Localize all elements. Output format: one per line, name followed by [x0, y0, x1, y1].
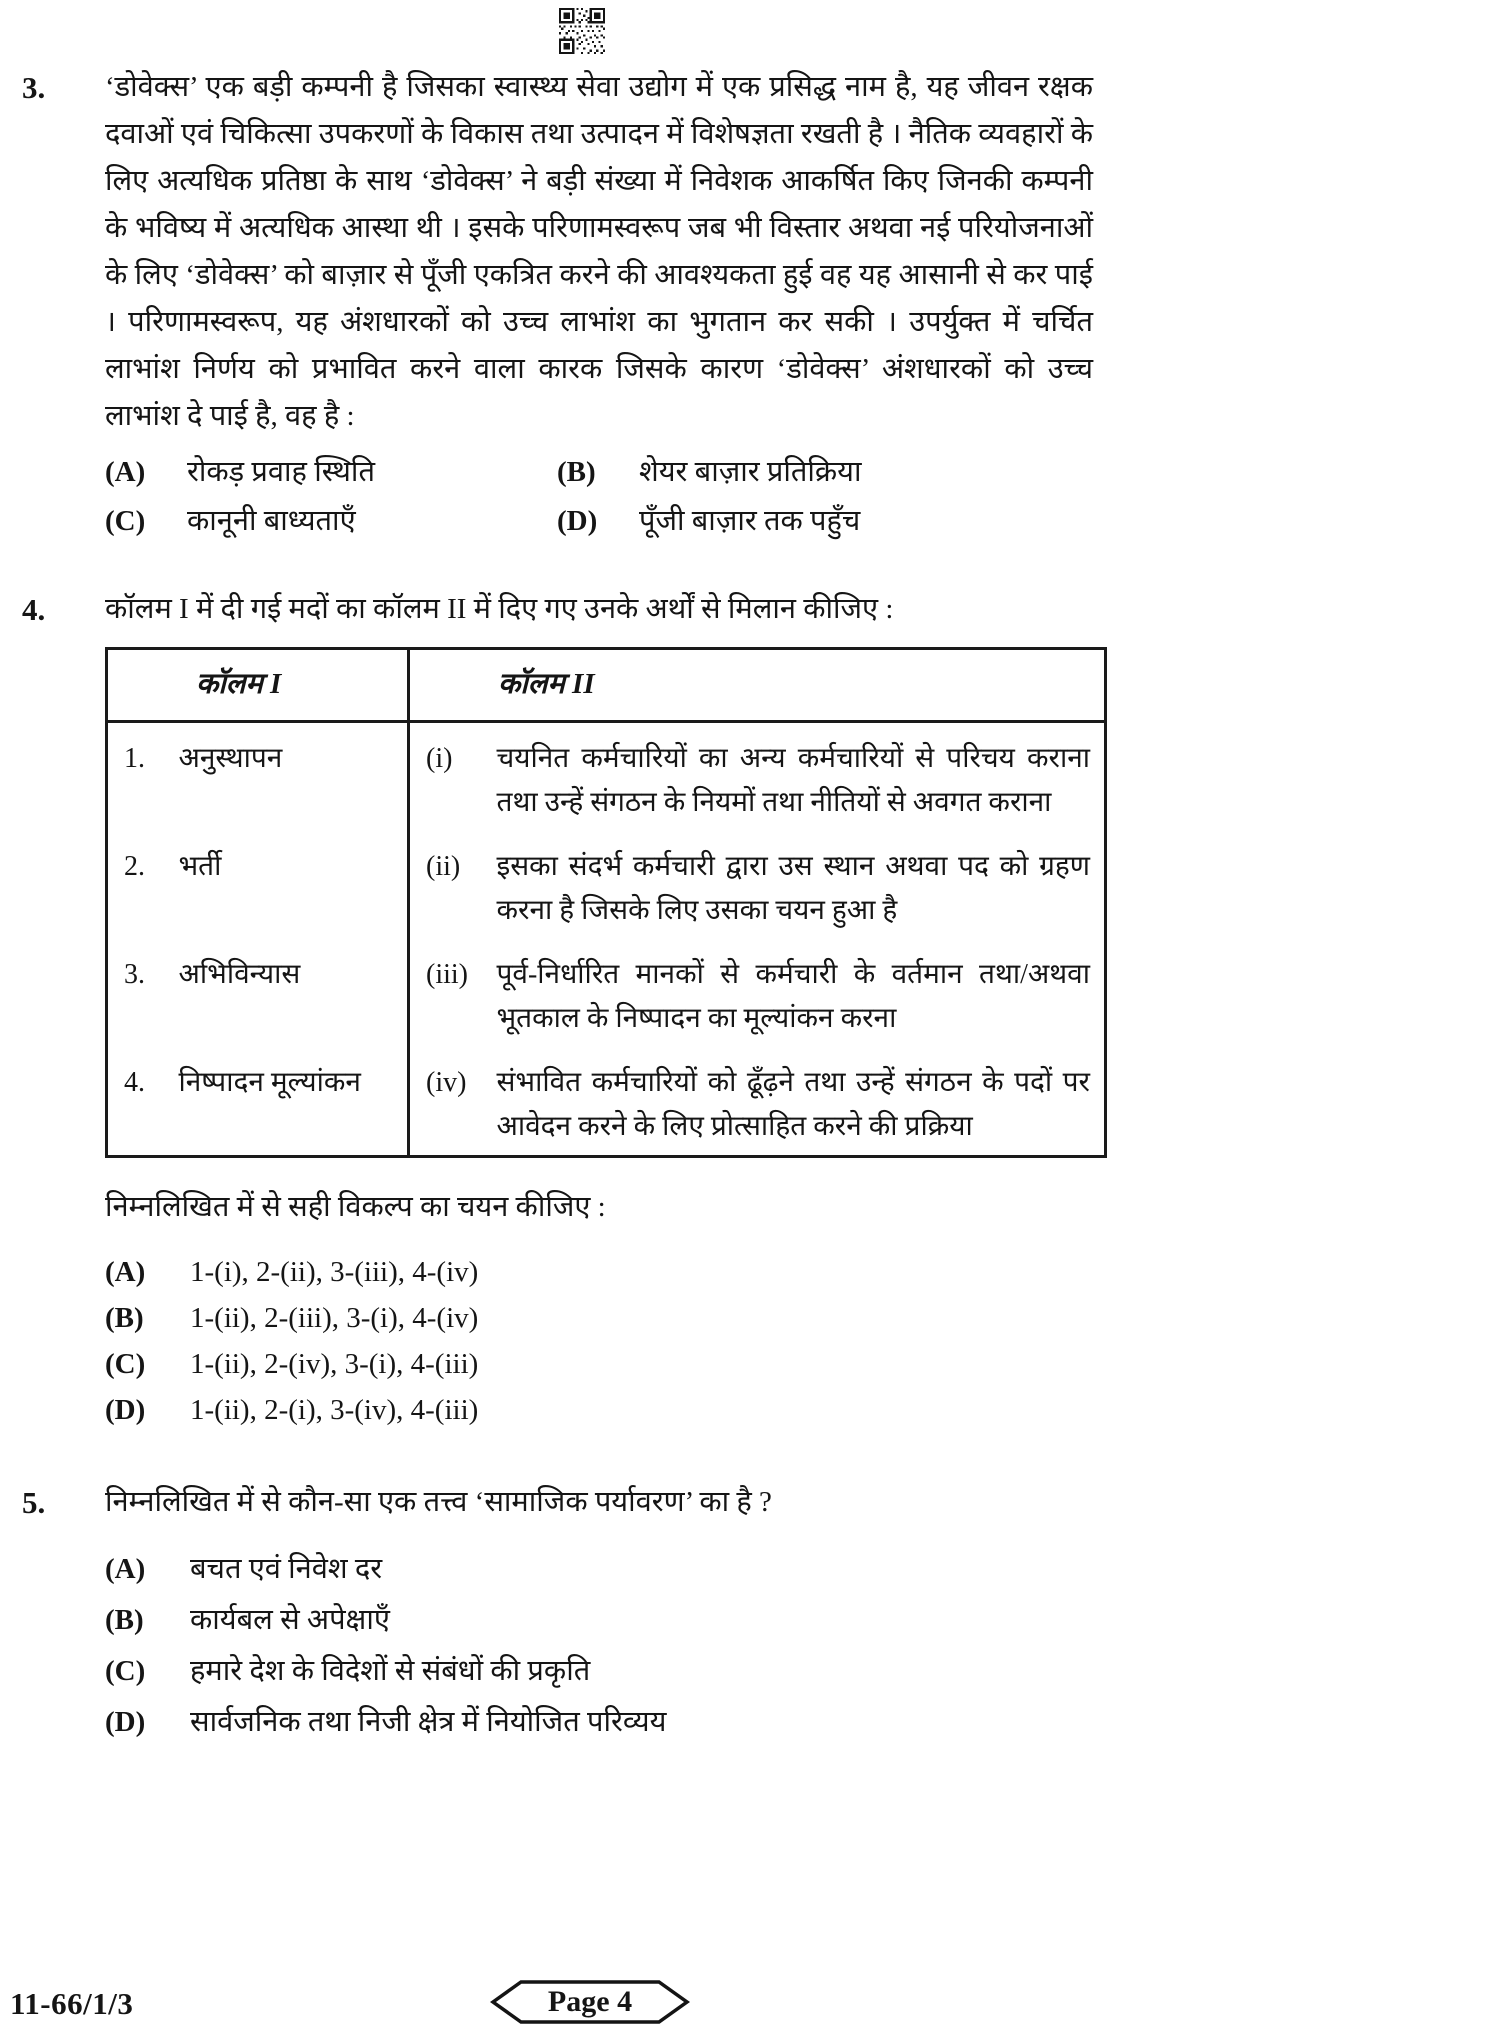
match-table: [105, 647, 1107, 1158]
row-meaning: पूर्व-निर्धारित मानकों से कर्मचारी के वर्तमान तथा/अथवा भूतकाल के निष्पादन का मूल्यांकन करना: [496, 959, 1090, 1034]
option-label: (C): [105, 1348, 146, 1380]
row-key: (ii): [426, 851, 461, 882]
table-row: [107, 939, 1106, 1047]
option-text: शेयर बाज़ार प्रतिक्रिया: [639, 456, 862, 488]
option-label: (B): [105, 1302, 144, 1334]
question-4: [0, 586, 1140, 1433]
option-text: 1-(i), 2-(ii), 3-(iii), 4-(iv): [190, 1256, 479, 1288]
option-row: [557, 448, 1093, 497]
question-5-options: [105, 1544, 1093, 1748]
option-label: (B): [557, 456, 596, 488]
option-label: (A): [105, 1256, 146, 1288]
row-meaning: संभावित कर्मचारियों को ढूँढ़ने तथा उन्हें संगठन के पदों पर आवेदन करने के लिए प्रोत्साहित करने की प्रक्रिया: [496, 1067, 1090, 1142]
question-4-intro: कॉलम I में दी गई मदों का कॉलम II में दिए गए उनके अर्थों से मिलान कीजिए :: [105, 593, 894, 625]
row-number: 4.: [124, 1067, 145, 1098]
row-key: (iii): [426, 959, 468, 990]
option-row: [105, 1646, 1093, 1697]
option-row: [105, 1295, 1093, 1341]
row-number: 3.: [124, 959, 145, 990]
row-key: (i): [426, 743, 453, 774]
question-4-number: 4.: [22, 592, 46, 627]
option-text: 1-(ii), 2-(iv), 3-(i), 4-(iii): [190, 1348, 479, 1380]
option-row: [105, 497, 557, 546]
row-number: 1.: [124, 743, 145, 774]
row-item: भर्ती: [179, 831, 409, 939]
question-5: [0, 1479, 1140, 1748]
option-text: पूँजी बाज़ार तक पहुँच: [639, 505, 861, 537]
qr-code-image: [556, 8, 608, 54]
option-label: (D): [557, 505, 598, 537]
question-5-body: [105, 1479, 1093, 1748]
option-text: 1-(ii), 2-(iii), 3-(i), 4-(iv): [190, 1302, 479, 1334]
table-row: [107, 831, 1106, 939]
option-label: (C): [105, 1655, 146, 1687]
column-2-header: कॉलम II: [409, 649, 1106, 722]
option-label: (B): [105, 1604, 144, 1636]
column-1-header: कॉलम I: [107, 649, 409, 722]
option-label: (D): [105, 1394, 146, 1426]
question-5-number: 5.: [22, 1485, 46, 1520]
qr-code: [556, 8, 608, 54]
question-3: [0, 64, 1140, 546]
option-text: रोकड़ प्रवाह स्थिति: [187, 456, 375, 488]
option-text: बचत एवं निवेश दर: [190, 1553, 383, 1585]
table-row: [107, 722, 1106, 832]
option-text: सार्वजनिक तथा निजी क्षेत्र में नियोजित परिव्यय: [190, 1706, 667, 1738]
option-text: कानूनी बाध्यताएँ: [187, 505, 356, 537]
option-label: (C): [105, 505, 146, 537]
option-row: [105, 1697, 1093, 1748]
page-content: [0, 64, 1140, 1748]
table-row: [107, 1047, 1106, 1157]
question-3-options: [105, 448, 1093, 546]
row-meaning: इसका संदर्भ कर्मचारी द्वारा उस स्थान अथवा पद को ग्रहण करना है जिसके लिए उसका चयन हुआ है: [496, 851, 1090, 926]
row-item: निष्पादन मूल्यांकन: [179, 1047, 409, 1157]
question-3-body: [105, 64, 1093, 546]
option-row: [105, 1595, 1093, 1646]
option-row: [105, 1341, 1093, 1387]
question-3-number: 3.: [22, 70, 46, 105]
option-text: हमारे देश के विदेशों से संबंधों की प्रकृति: [190, 1655, 591, 1687]
page-number-label: Page 4: [547, 1985, 633, 2018]
option-row: [105, 448, 557, 497]
row-key: (iv): [426, 1067, 467, 1098]
row-number: 2.: [124, 851, 145, 882]
option-row: [557, 497, 1093, 546]
question-3-text: ‘डोवेक्स’ एक बड़ी कम्पनी है जिसका स्वास्थ्य सेवा उद्योग में एक प्रसिद्ध नाम है, यह जीवन रक्षक दवाओं एवं चिकित्सा उपकरणों के विकास तथा उत्पादन में विशेषज्ञता रखती है । नैतिक व्यवहारों के लिए अत्यधिक प्रतिष्ठा के साथ ‘डोवेक्स’ ने बड़ी संख्या में निवेशक आकर्षित किए जिनकी कम्पनी के भविष्य में अत्यधिक आस्था थी । इसके परिणामस्वरूप जब भी विस्तार अथवा नई परियोजनाओं के लिए ‘डोवेक्स’ को बाज़ार से पूँजी एकत्रित करने की आवश्यकता हुई वह यह आसानी से कर पाई । परिणामस्वरूप, यह अंशधारकों को उच्च लाभांश का भुगतान कर सकी । उपर्युक्त में चर्चित लाभांश निर्णय को प्रभावित करने वाला कारक जिसके कारण ‘डोवेक्स’ अंशधारकों को उच्च लाभांश दे पाई है, वह है :: [105, 71, 1093, 432]
table-header-row: [107, 649, 1106, 722]
question-4-options: [105, 1249, 1093, 1433]
option-text: 1-(ii), 2-(i), 3-(iv), 4-(iii): [190, 1394, 479, 1426]
page-number-badge: [489, 1978, 691, 2026]
option-text: कार्यबल से अपेक्षाएँ: [190, 1604, 390, 1636]
option-row: [105, 1249, 1093, 1295]
option-row: [105, 1387, 1093, 1433]
option-label: (A): [105, 456, 146, 488]
question-4-choose-line: निम्नलिखित में से सही विकल्प का चयन कीजिए :: [105, 1191, 606, 1223]
question-4-body: [105, 586, 1093, 1433]
row-item: अभिविन्यास: [179, 939, 409, 1047]
row-item: अनुस्थापन: [179, 722, 409, 832]
option-label: (D): [105, 1706, 146, 1738]
question-5-text: निम्नलिखित में से कौन-सा एक तत्त्व ‘सामाजिक पर्यावरण’ का है ?: [105, 1486, 772, 1518]
option-label: (A): [105, 1553, 146, 1585]
option-row: [105, 1544, 1093, 1595]
row-meaning: चयनित कर्मचारियों का अन्य कर्मचारियों से परिचय कराना तथा उन्हें संगठन के नियमों तथा नीतियों से अवगत कराना: [496, 743, 1090, 818]
paper-code: 11-66/1/3: [10, 1986, 134, 2021]
